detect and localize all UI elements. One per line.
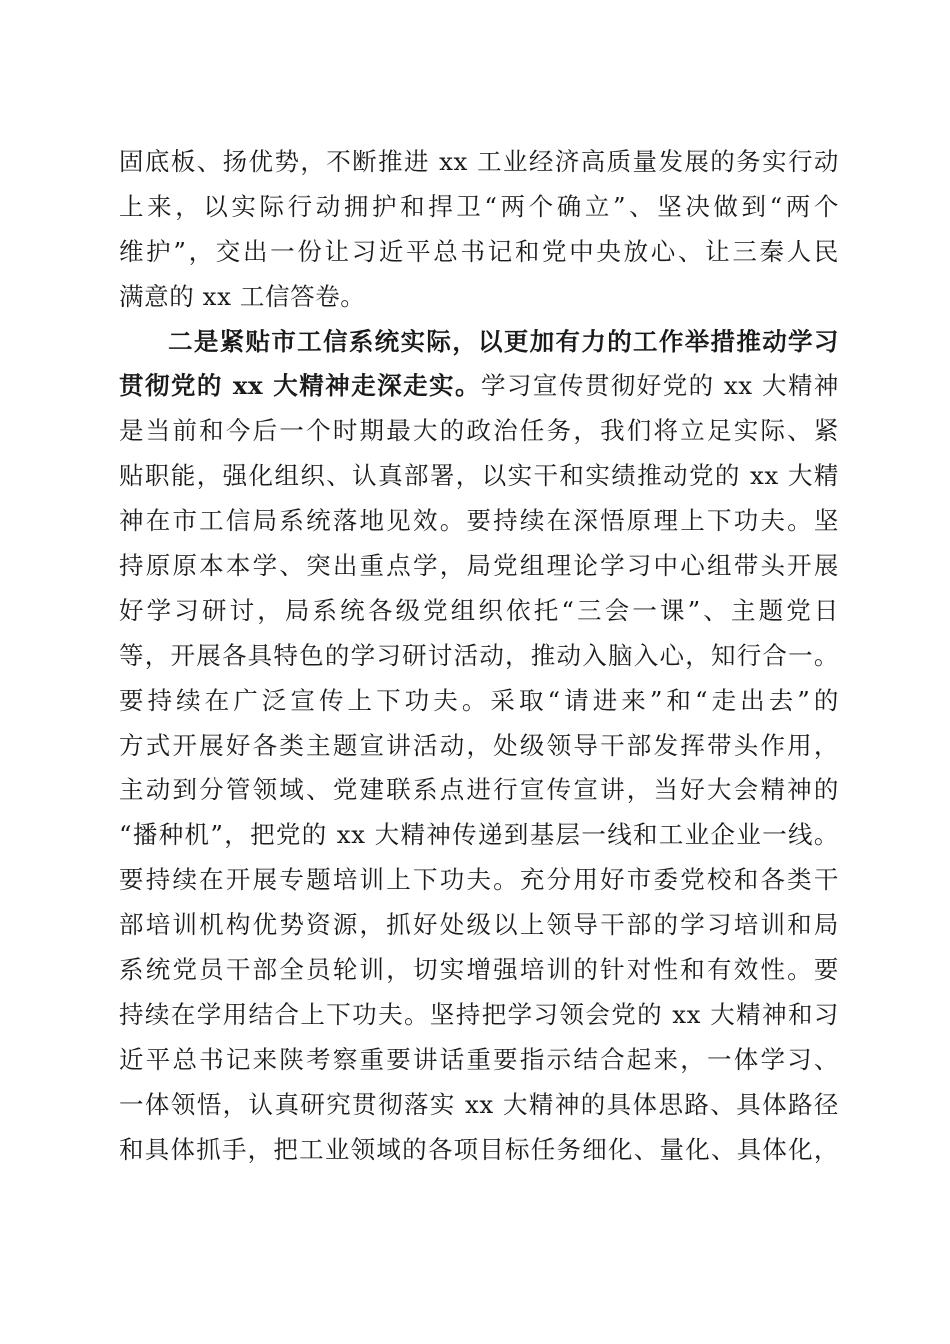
text-line: 贴职能，强化组织、认真部署，以实干和实绩推动党的 xx 大精 <box>119 461 839 491</box>
paragraph-1 <box>119 140 839 320</box>
text-line: 固底板、扬优势，不断推进 xx 工业经济高质量发展的务实行动 <box>119 147 839 176</box>
text-line: 满意的 xx 工信答卷。 <box>119 281 366 311</box>
text-line: 维护”，交出一份让习近平总书记和党中央放心、让三秦人民 <box>119 236 839 266</box>
text-line: 等，开展各具特色的学习研讨活动，推动入脑入心，知行合一。 <box>119 640 839 670</box>
paragraph-2 <box>119 320 839 1173</box>
text-line: 持续在学用结合上下功夫。坚持把学习领会党的 xx 大精神和习 <box>119 999 839 1029</box>
text-line: 和具体抓手，把工业领域的各项目标任务细化、量化、具体化， <box>119 1134 839 1164</box>
text-line: 部培训机构优势资源，抓好处级以上领导干部的学习培训和局 <box>119 910 839 940</box>
text-line: 一体领悟，认真研究贯彻落实 xx 大精神的具体思路、具体路径 <box>119 1089 839 1119</box>
text-segment: 学习宣传贯彻好党的 xx 大精神 <box>480 371 839 401</box>
text-line: 神在市工信局系统落地见效。要持续在深悟原理上下功夫。坚 <box>119 506 839 536</box>
text-line: 近平总书记来陕考察重要讲话重要指示结合起来，一体学习、 <box>119 1044 839 1074</box>
text-line: “播种机”，把党的 xx 大精神传递到基层一线和工业企业一线。 <box>119 820 839 850</box>
text-line: 主动到分管领域、党建联系点进行宣传宣讲，当好大会精神的 <box>119 775 839 805</box>
text-line: 是当前和今后一个时期最大的政治任务，我们将立足实际、紧 <box>119 416 839 446</box>
paragraph-heading-tail: 贯彻党的 xx 大精神走深走实。 <box>119 371 481 401</box>
text-line: 方式开展好各类主题宣讲活动，处级领导干部发挥带头作用， <box>119 730 839 760</box>
paragraph-heading-line: 二是紧贴市工信系统实际，以更加有力的工作举措推动学习 <box>168 326 839 356</box>
text-line: 要持续在开展专题培训上下功夫。充分用好市委党校和各类干 <box>119 865 839 895</box>
text-line: 上来，以实际行动拥护和捍卫“两个确立”、坚决做到“两个 <box>119 191 839 221</box>
text-line <box>119 364 839 409</box>
text-line: 好学习研讨，局系统各级党组织依托“三会一课”、主题党日 <box>119 595 839 625</box>
body-text <box>119 140 839 1172</box>
text-line: 要持续在广泛宣传上下功夫。采取“请进来”和“走出去”的 <box>119 685 839 715</box>
text-line: 系统党员干部全员轮训，切实增强培训的针对性和有效性。要 <box>119 955 839 985</box>
text-line: 持原原本本学、突出重点学，局党组理论学习中心组带头开展 <box>119 551 839 581</box>
